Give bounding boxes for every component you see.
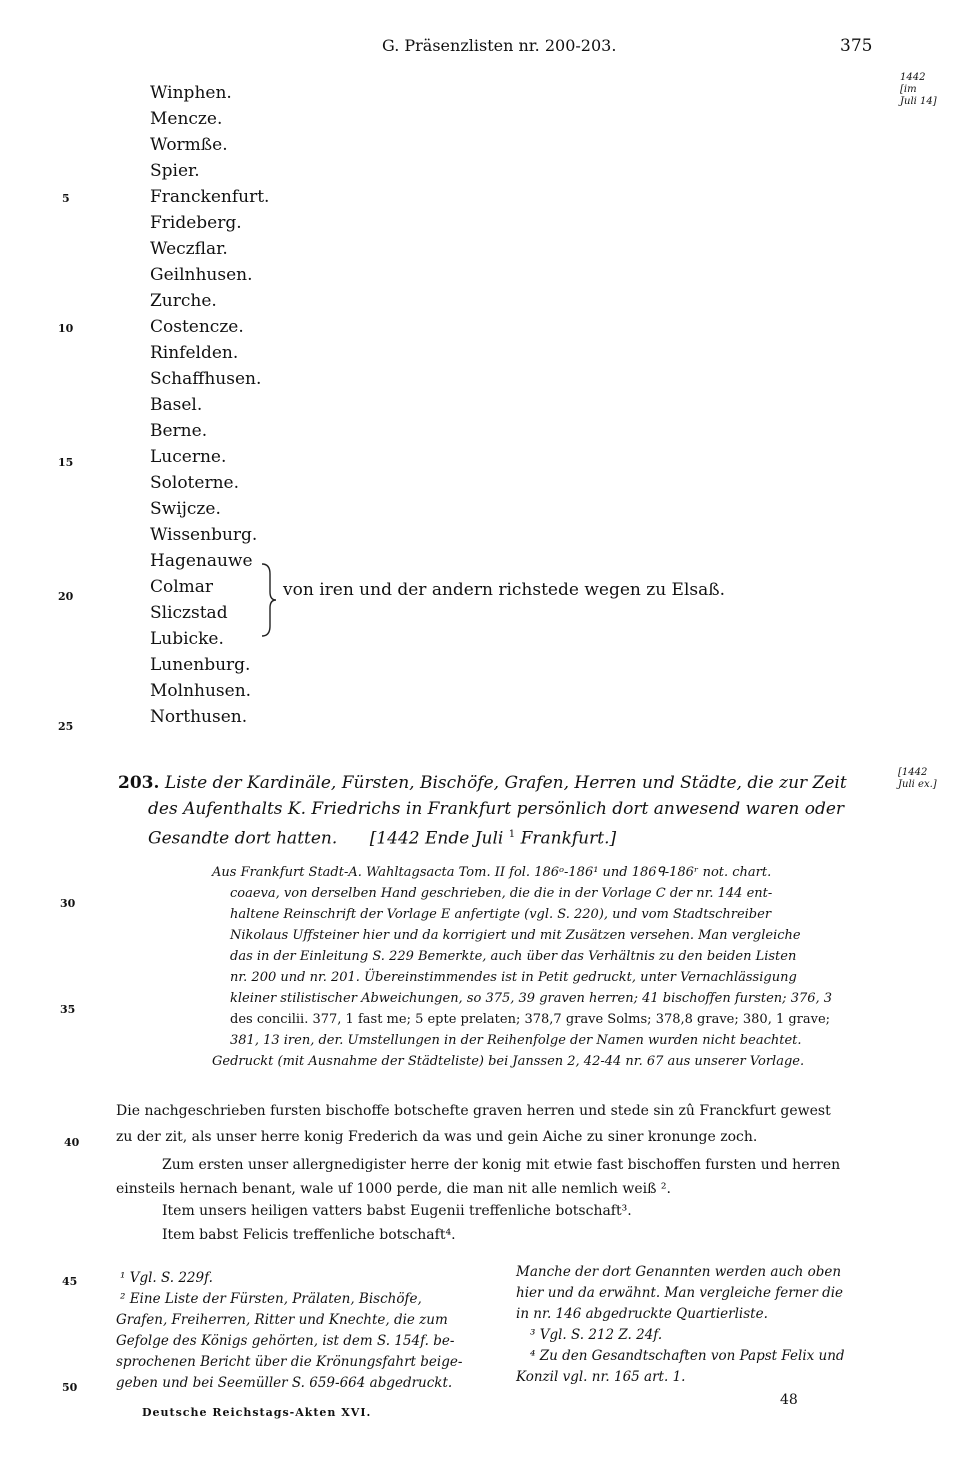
title-place: Frankfurt.] bbox=[520, 828, 617, 849]
footnote-line: geben und bei Seemüller S. 659-664 abgedruckt. bbox=[116, 1375, 453, 1391]
margin-date bbox=[900, 72, 952, 108]
footnote-line: hier und da erwähnt. Man vergleiche ferner die bbox=[516, 1285, 844, 1301]
title-line bbox=[118, 822, 893, 852]
imprint: Deutsche Reichstags-Akten XVI. bbox=[142, 1406, 372, 1419]
city-item: Rinfelden. bbox=[150, 343, 239, 363]
signature-mark: 48 bbox=[780, 1392, 798, 1408]
body-line: Item unsers heiligen vatters babst Eugenii treffenliche botschaft³. bbox=[162, 1203, 632, 1219]
city-item: Franckenfurt. bbox=[150, 187, 270, 207]
city-item: Lunenburg. bbox=[150, 655, 251, 675]
section-number: 203. bbox=[118, 773, 160, 793]
body-line: einsteils hernach benant, wale uf 1000 perde, die man nit alle nemlich weiß ². bbox=[116, 1181, 671, 1197]
city-item: Wormße. bbox=[150, 135, 228, 155]
brace-icon bbox=[258, 562, 278, 638]
city-item: Berne. bbox=[150, 421, 208, 441]
footnote-line: ³ Vgl. S. 212 Z. 24f. bbox=[530, 1327, 663, 1343]
city-item: Frideberg. bbox=[150, 213, 242, 233]
line-number: 25 bbox=[58, 720, 74, 733]
footnote-line: ⁴ Zu den Gesandtschaften von Papst Felix und bbox=[530, 1348, 845, 1364]
margin-date-line: [im bbox=[900, 84, 917, 95]
line-number: 45 bbox=[62, 1275, 78, 1288]
margin-date bbox=[898, 767, 958, 791]
line-number: 15 bbox=[58, 456, 74, 469]
line-number: 50 bbox=[62, 1381, 78, 1394]
title-text: des Aufenthalts K. Friedrichs in Frankfurt persönlich dort anwesend waren oder bbox=[148, 799, 845, 819]
city-item: Geilnhusen. bbox=[150, 265, 253, 285]
note-line: coaeva, von derselben Hand geschrieben, die die in der Vorlage C der nr. 144 ent- bbox=[230, 886, 773, 901]
line-number: 35 bbox=[60, 1003, 76, 1016]
body-line: Zum ersten unser allergnedigister herre der konig mit etwie fast bischoffen fursten und herren bbox=[162, 1157, 841, 1173]
body-line: zu der zit, als unser herre konig Frederich da was und gein Aiche zu siner kronunge zoch. bbox=[116, 1129, 758, 1145]
footnotes-right bbox=[516, 1262, 845, 1388]
city-item: Hagenauwe bbox=[150, 551, 253, 571]
title-line bbox=[118, 770, 893, 796]
footnote-line: in nr. 146 abgedruckte Quartierliste. bbox=[516, 1306, 768, 1322]
city-item: Spier. bbox=[150, 161, 200, 181]
city-item: Colmar bbox=[150, 577, 214, 597]
section-title bbox=[118, 770, 893, 852]
margin-date-line: 1442 bbox=[900, 72, 926, 83]
note-line: 381, 13 iren, der. Umstellungen in der Reihenfolge der Namen wurden nicht beachtet. bbox=[230, 1033, 802, 1048]
city-item: Winphen. bbox=[150, 83, 232, 103]
note-line: nr. 200 und nr. 201. Übereinstimmendes ist in Petit gedruckt, unter Vernachlässigung bbox=[230, 970, 797, 985]
line-number: 40 bbox=[64, 1136, 80, 1149]
city-list bbox=[150, 80, 269, 730]
city-item: Molnhusen. bbox=[150, 681, 252, 701]
note-line: Nikolaus Uffsteiner hier und da korrigiert und mit Zusätzen versehen. Man vergleiche bbox=[230, 928, 801, 943]
footnote-line: Konzil vgl. nr. 165 art. 1. bbox=[516, 1369, 686, 1385]
city-item: Mencze. bbox=[150, 109, 223, 129]
city-item: Basel. bbox=[150, 395, 203, 415]
footnote-line: Grafen, Freiherren, Ritter und Knechte, die zum bbox=[116, 1312, 448, 1328]
city-item: Schaffhusen. bbox=[150, 369, 262, 389]
footnote-line: sprochenen Bericht über die Krönungsfahrt beige- bbox=[116, 1354, 463, 1370]
source-note bbox=[212, 862, 832, 1072]
footnotes-left bbox=[116, 1268, 462, 1394]
title-text: Gesandte dort hatten. bbox=[148, 828, 338, 849]
line-number: 30 bbox=[60, 897, 76, 910]
title-line bbox=[118, 796, 893, 822]
city-item: Costencze. bbox=[150, 317, 244, 337]
city-item: Swijcze. bbox=[150, 499, 221, 519]
margin-date-line: [1442 bbox=[898, 767, 928, 778]
margin-date-line: Juli ex.] bbox=[898, 779, 937, 790]
line-number: 20 bbox=[58, 590, 74, 603]
city-item: Sliczstad bbox=[150, 603, 228, 623]
city-item: Northusen. bbox=[150, 707, 248, 727]
city-item: Soloterne. bbox=[150, 473, 239, 493]
page-number: 375 bbox=[840, 36, 873, 56]
note-line: Aus Frankfurt Stadt-A. Wahltagsacta Tom. II fol. 186ᵒ-186¹ und 186ᑫ-186ʳ not. chart. bbox=[212, 865, 772, 880]
margin-date-line: Juli 14] bbox=[900, 96, 937, 107]
body-line: Item babst Felicis treffenliche botschaft⁴. bbox=[162, 1227, 456, 1243]
city-item: Zurche. bbox=[150, 291, 217, 311]
body-line: Die nachgeschrieben fursten bischoffe botschefte graven herren und stede sin zû Franckfurt gewest bbox=[116, 1103, 831, 1119]
city-item: Wissenburg. bbox=[150, 525, 258, 545]
footnote-line: Manche der dort Genannten werden auch oben bbox=[516, 1264, 842, 1280]
city-item: Lubicke. bbox=[150, 629, 224, 649]
line-number: 5 bbox=[62, 192, 70, 205]
note-line: des concilii. 377, 1 fast me; 5 epte prelaten; 378,7 grave Solms; 378,8 grave; 380, 1 grave; bbox=[230, 1012, 831, 1027]
line-number: 10 bbox=[58, 322, 74, 335]
title-date: [1442 Ende Juli bbox=[369, 828, 504, 849]
note-line: kleiner stilistischer Abweichungen, so 375, 39 graven herren; 41 bischoffen fursten; 376, 3 bbox=[230, 991, 833, 1006]
note-line: das in der Einleitung S. 229 Bemerkte, auch über das Verhältnis zu den beiden Listen bbox=[230, 949, 797, 964]
city-item: Lucerne. bbox=[150, 447, 227, 467]
footnote-ref: 1 bbox=[508, 829, 516, 840]
note-line: Gedruckt (mit Ausnahme der Städteliste) bei Janssen 2, 42-44 nr. 67 aus unserer Vorlage. bbox=[212, 1054, 805, 1069]
note-line: haltene Reinschrift der Vorlage E anfertigte (vgl. S. 220), und vom Stadtschreiber bbox=[230, 907, 772, 922]
brace-annotation: von iren und der andern richstede wegen zu Elsaß. bbox=[283, 580, 726, 600]
footnote-line: Gefolge des Königs gehörten, ist dem S. 154f. be- bbox=[116, 1333, 455, 1349]
running-title: G. Präsenzlisten nr. 200-203. bbox=[382, 36, 617, 55]
title-text: Liste der Kardinäle, Fürsten, Bischöfe, Grafen, Herren und Städte, die zur Zeit bbox=[164, 773, 847, 793]
footnote-line: ² Eine Liste der Fürsten, Prälaten, Bischöfe, bbox=[120, 1291, 422, 1307]
city-item: Weczflar. bbox=[150, 239, 228, 259]
footnote-line: ¹ Vgl. S. 229f. bbox=[120, 1270, 213, 1286]
